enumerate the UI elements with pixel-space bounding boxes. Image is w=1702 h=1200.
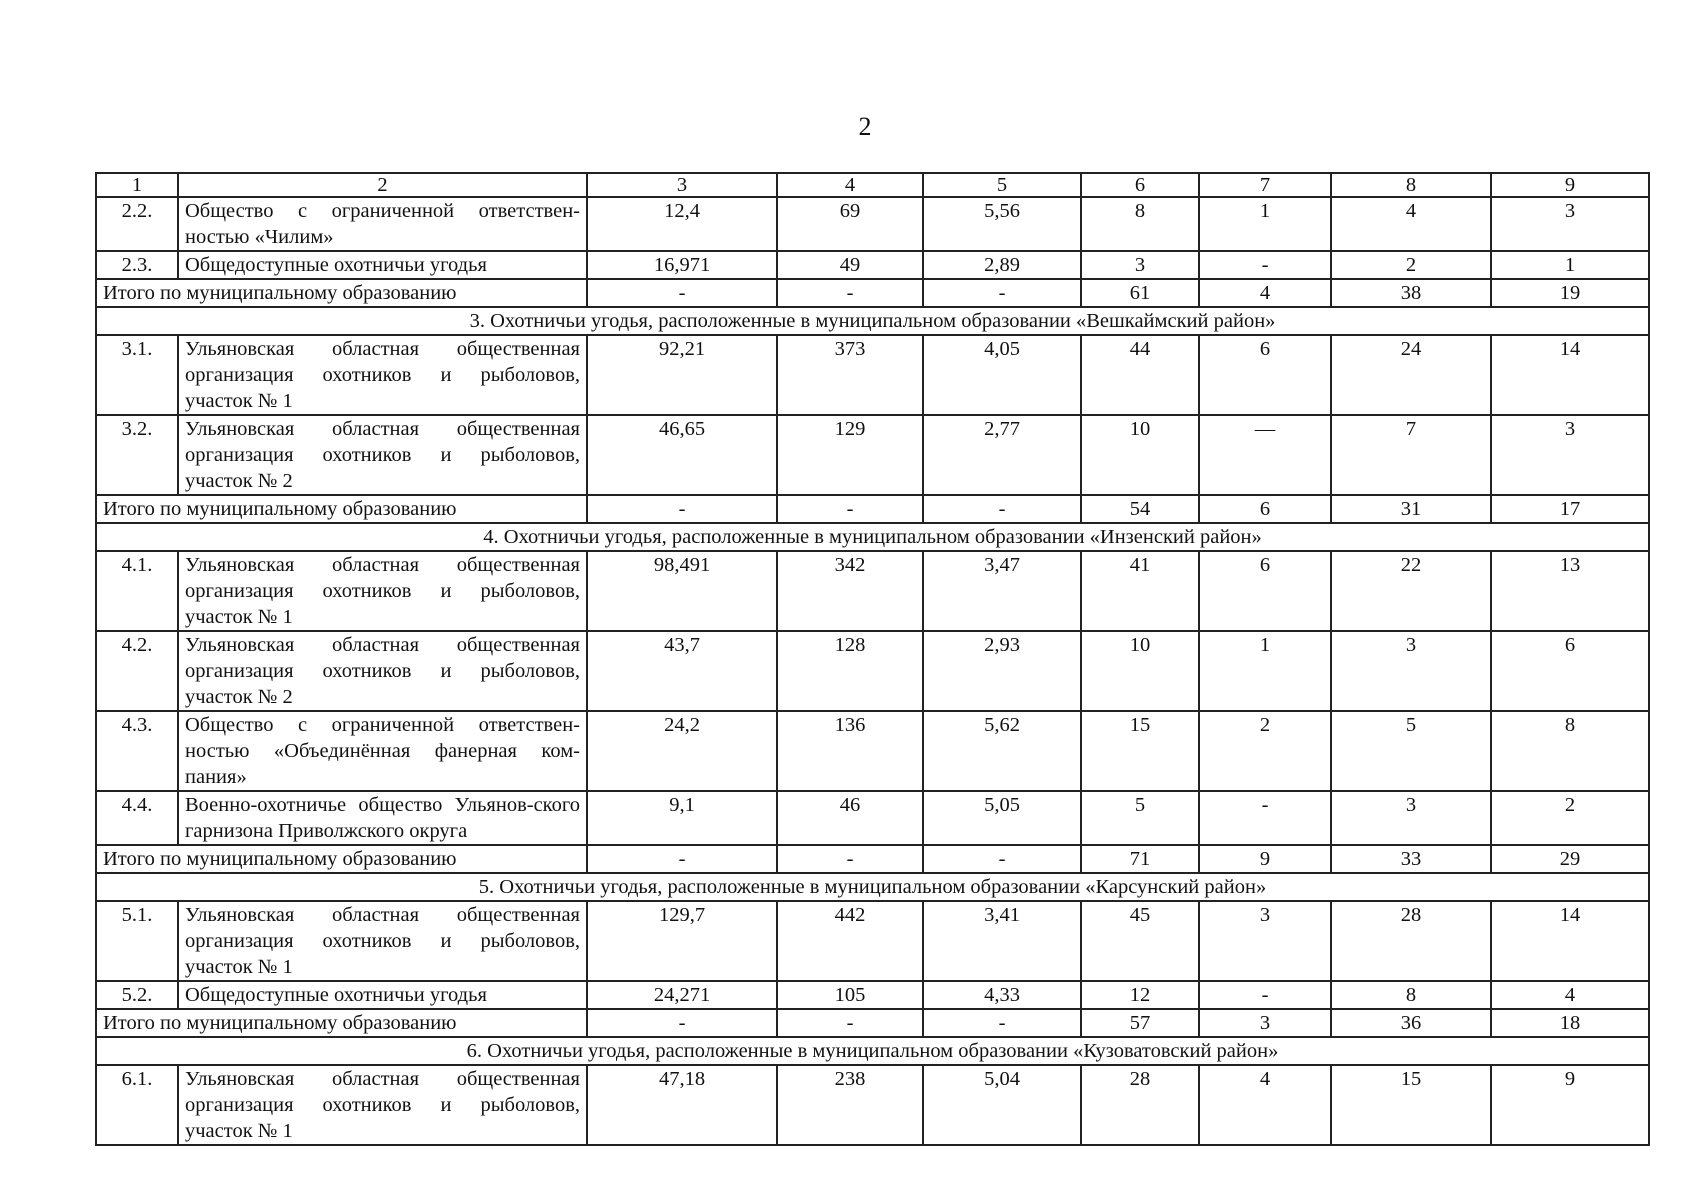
table-row — [96, 631, 1649, 711]
column-number: 1 — [96, 173, 178, 197]
total-value-cell: 3 — [1199, 1009, 1331, 1037]
table-body — [96, 173, 1649, 1145]
row-number: 2.2. — [96, 197, 178, 251]
value-cell: 1 — [1199, 631, 1331, 711]
value-cell: 3 — [1331, 791, 1491, 845]
total-value-cell: - — [587, 495, 777, 523]
value-cell: 1 — [1199, 197, 1331, 251]
table-row — [96, 1065, 1649, 1145]
value-cell: 69 — [777, 197, 923, 251]
total-value-cell: 61 — [1081, 279, 1199, 307]
total-value-cell: 9 — [1199, 845, 1331, 873]
value-cell: 16,971 — [587, 251, 777, 279]
row-number: 4.1. — [96, 551, 178, 631]
table-row — [96, 551, 1649, 631]
row-number: 2.3. — [96, 251, 178, 279]
organization-name: Ульяновская областная общественная организация охотников и рыболовов, участок № 1 — [178, 901, 587, 981]
value-cell: 238 — [777, 1065, 923, 1145]
value-cell: 12,4 — [587, 197, 777, 251]
value-cell: 105 — [777, 981, 923, 1009]
value-cell: 9 — [1491, 1065, 1649, 1145]
column-number: 9 — [1491, 173, 1649, 197]
value-cell: 3 — [1491, 415, 1649, 495]
table-row — [96, 251, 1649, 279]
total-value-cell: - — [923, 279, 1081, 307]
row-number: 4.4. — [96, 791, 178, 845]
row-number: 3.2. — [96, 415, 178, 495]
total-value-cell: 31 — [1331, 495, 1491, 523]
value-cell: 5 — [1331, 711, 1491, 791]
column-number: 6 — [1081, 173, 1199, 197]
value-cell: 373 — [777, 335, 923, 415]
value-cell: 14 — [1491, 901, 1649, 981]
total-value-cell: - — [587, 1009, 777, 1037]
total-value-cell: 18 — [1491, 1009, 1649, 1037]
hunting-grounds-table — [95, 172, 1650, 1146]
value-cell: 2 — [1491, 791, 1649, 845]
total-row — [96, 1009, 1649, 1037]
total-value-cell: - — [587, 279, 777, 307]
value-cell: 1 — [1491, 251, 1649, 279]
column-number: 2 — [178, 173, 587, 197]
value-cell: 4 — [1199, 1065, 1331, 1145]
value-cell: 3 — [1081, 251, 1199, 279]
value-cell: 5,62 — [923, 711, 1081, 791]
total-value-cell: 29 — [1491, 845, 1649, 873]
value-cell: 24,271 — [587, 981, 777, 1009]
value-cell: 24 — [1331, 335, 1491, 415]
value-cell: 41 — [1081, 551, 1199, 631]
section-heading: 3. Охотничьи угодья, расположенные в муниципальном образовании «Вешкаймский район» — [96, 307, 1649, 335]
column-number: 8 — [1331, 173, 1491, 197]
value-cell: 2 — [1331, 251, 1491, 279]
row-number: 4.2. — [96, 631, 178, 711]
total-label: Итого по муниципальному образованию — [96, 279, 587, 307]
section-heading-row — [96, 307, 1649, 335]
value-cell: 46 — [777, 791, 923, 845]
total-value-cell: 54 — [1081, 495, 1199, 523]
value-cell: 8 — [1491, 711, 1649, 791]
value-cell: 3,41 — [923, 901, 1081, 981]
section-heading-row — [96, 1037, 1649, 1065]
organization-name: Ульяновская областная общественная организация охотников и рыболовов, участок № 1 — [178, 1065, 587, 1145]
column-number: 4 — [777, 173, 923, 197]
total-value-cell: - — [587, 845, 777, 873]
section-heading-row — [96, 523, 1649, 551]
total-label: Итого по муниципальному образованию — [96, 845, 587, 873]
total-value-cell: 6 — [1199, 495, 1331, 523]
value-cell: - — [1199, 791, 1331, 845]
value-cell: 5,05 — [923, 791, 1081, 845]
value-cell: 6 — [1199, 335, 1331, 415]
column-number: 7 — [1199, 173, 1331, 197]
total-label: Итого по муниципальному образованию — [96, 1009, 587, 1037]
column-number: 3 — [587, 173, 777, 197]
organization-name: Общедоступные охотничьи угодья — [178, 251, 587, 279]
organization-name: Общество с ограниченной ответствен-ностью «Чилим» — [178, 197, 587, 251]
organization-name: Общедоступные охотничьи угодья — [178, 981, 587, 1009]
value-cell: 3 — [1491, 197, 1649, 251]
total-value-cell: - — [777, 279, 923, 307]
value-cell: 5 — [1081, 791, 1199, 845]
row-number: 3.1. — [96, 335, 178, 415]
row-number: 4.3. — [96, 711, 178, 791]
value-cell: 2,93 — [923, 631, 1081, 711]
total-row — [96, 279, 1649, 307]
row-number: 6.1. — [96, 1065, 178, 1145]
total-value-cell: 19 — [1491, 279, 1649, 307]
total-value-cell: - — [777, 495, 923, 523]
total-value-cell: 17 — [1491, 495, 1649, 523]
value-cell: 3 — [1199, 901, 1331, 981]
value-cell: 442 — [777, 901, 923, 981]
value-cell: 2,89 — [923, 251, 1081, 279]
total-value-cell: - — [923, 1009, 1081, 1037]
value-cell: 49 — [777, 251, 923, 279]
row-number: 5.2. — [96, 981, 178, 1009]
value-cell: 46,65 — [587, 415, 777, 495]
table-row — [96, 901, 1649, 981]
section-heading: 6. Охотничьи угодья, расположенные в муниципальном образовании «Кузоватовский район» — [96, 1037, 1649, 1065]
value-cell: 4,33 — [923, 981, 1081, 1009]
total-row — [96, 845, 1649, 873]
value-cell: 92,21 — [587, 335, 777, 415]
value-cell: — — [1199, 415, 1331, 495]
value-cell: 7 — [1331, 415, 1491, 495]
value-cell: 8 — [1331, 981, 1491, 1009]
value-cell: 45 — [1081, 901, 1199, 981]
total-row — [96, 495, 1649, 523]
value-cell: 47,18 — [587, 1065, 777, 1145]
value-cell: 5,04 — [923, 1065, 1081, 1145]
value-cell: 4 — [1331, 197, 1491, 251]
organization-name: Ульяновская областная общественная организация охотников и рыболовов, участок № 2 — [178, 631, 587, 711]
column-number: 5 — [923, 173, 1081, 197]
total-value-cell: - — [923, 845, 1081, 873]
value-cell: 4,05 — [923, 335, 1081, 415]
value-cell: 2,77 — [923, 415, 1081, 495]
value-cell: 6 — [1199, 551, 1331, 631]
row-number: 5.1. — [96, 901, 178, 981]
total-value-cell: 4 — [1199, 279, 1331, 307]
total-value-cell: - — [777, 1009, 923, 1037]
table-row — [96, 335, 1649, 415]
value-cell: 129,7 — [587, 901, 777, 981]
value-cell: 43,7 — [587, 631, 777, 711]
value-cell: 129 — [777, 415, 923, 495]
value-cell: 128 — [777, 631, 923, 711]
table-row — [96, 415, 1649, 495]
total-value-cell: 71 — [1081, 845, 1199, 873]
value-cell: 10 — [1081, 415, 1199, 495]
table-row — [96, 197, 1649, 251]
value-cell: 136 — [777, 711, 923, 791]
value-cell: 12 — [1081, 981, 1199, 1009]
value-cell: 2 — [1199, 711, 1331, 791]
value-cell: 6 — [1491, 631, 1649, 711]
value-cell: 9,1 — [587, 791, 777, 845]
total-label: Итого по муниципальному образованию — [96, 495, 587, 523]
page-number: 2 — [858, 112, 872, 141]
value-cell: 28 — [1331, 901, 1491, 981]
table-row — [96, 711, 1649, 791]
column-number-row — [96, 173, 1649, 197]
value-cell: 15 — [1331, 1065, 1491, 1145]
organization-name: Общество с ограниченной ответствен-ностью «Объединённая фанерная ком-пания» — [178, 711, 587, 791]
value-cell: 15 — [1081, 711, 1199, 791]
value-cell: 8 — [1081, 197, 1199, 251]
value-cell: - — [1199, 251, 1331, 279]
value-cell: 13 — [1491, 551, 1649, 631]
value-cell: 22 — [1331, 551, 1491, 631]
value-cell: 24,2 — [587, 711, 777, 791]
organization-name: Ульяновская областная общественная организация охотников и рыболовов, участок № 1 — [178, 335, 587, 415]
value-cell: 98,491 — [587, 551, 777, 631]
value-cell: - — [1199, 981, 1331, 1009]
section-heading: 4. Охотничьи угодья, расположенные в муниципальном образовании «Инзенский район» — [96, 523, 1649, 551]
total-value-cell: 57 — [1081, 1009, 1199, 1037]
value-cell: 10 — [1081, 631, 1199, 711]
value-cell: 3,47 — [923, 551, 1081, 631]
value-cell: 4 — [1491, 981, 1649, 1009]
value-cell: 14 — [1491, 335, 1649, 415]
value-cell: 44 — [1081, 335, 1199, 415]
organization-name: Ульяновская областная общественная организация охотников и рыболовов, участок № 1 — [178, 551, 587, 631]
total-value-cell: - — [923, 495, 1081, 523]
value-cell: 3 — [1331, 631, 1491, 711]
value-cell: 28 — [1081, 1065, 1199, 1145]
value-cell: 5,56 — [923, 197, 1081, 251]
section-heading-row — [96, 873, 1649, 901]
value-cell: 342 — [777, 551, 923, 631]
table-row — [96, 981, 1649, 1009]
total-value-cell: 33 — [1331, 845, 1491, 873]
total-value-cell: - — [777, 845, 923, 873]
organization-name: Ульяновская областная общественная организация охотников и рыболовов, участок № 2 — [178, 415, 587, 495]
total-value-cell: 38 — [1331, 279, 1491, 307]
organization-name: Военно-охотничье общество Ульянов-ского гарнизона Приволжского округа — [178, 791, 587, 845]
table-row — [96, 791, 1649, 845]
total-value-cell: 36 — [1331, 1009, 1491, 1037]
section-heading: 5. Охотничьи угодья, расположенные в муниципальном образовании «Карсунский район» — [96, 873, 1649, 901]
